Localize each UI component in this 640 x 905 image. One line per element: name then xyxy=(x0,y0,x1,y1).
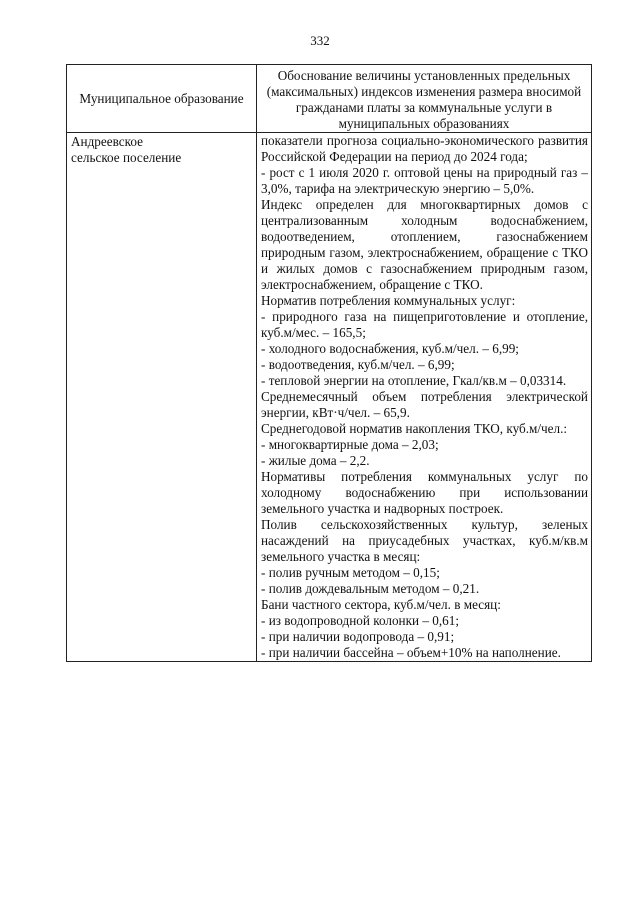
justification-paragraph: - при наличии водопровода – 0,91; xyxy=(261,629,455,644)
justification-paragraph: Нормативы потребления коммунальных услуг по холодному водоснабжению при использовании земельного участка и надворных построек. xyxy=(261,469,588,516)
justification-paragraph: - рост с 1 июля 2020 г. оптовой цены на природный газ – 3,0%, тарифа на электрическую энергию – 5,0%. xyxy=(261,165,588,196)
justification-paragraph: Среднегодовой норматив накопления ТКО, куб.м/чел.: xyxy=(261,421,568,436)
justification-paragraph: Полив сельскохозяйственных культур, зеленых насаждений на приусадебных участках, куб.м/кв.м земельного участка в месяц: xyxy=(261,517,588,564)
justification-paragraph: Индекс определен для многоквартирных домов с централизованным холодным водоснабжением, водоотведением, отоплением, газоснабжением природным газом, электроснабжением, обращение с ТКО и жилых домов с газоснабжением природным газом, электроснабжением, обращение с ТКО. xyxy=(261,197,588,292)
header-municipality xyxy=(67,65,257,133)
header-justification-text: Обоснование величины установленных предельных (максимальных) индексов изменения размера вносимой гражданами платы за коммунальные услуги в муниципальных образованиях xyxy=(266,68,582,131)
municipality-name-line2: сельское поселение xyxy=(71,150,182,165)
header-municipality-text: Муниципальное образование xyxy=(79,90,244,106)
justification-paragraph: - жилые дома – 2,2. xyxy=(261,453,370,468)
table-row xyxy=(67,133,592,662)
justification-paragraph: - из водопроводной колонки – 0,61; xyxy=(261,613,459,628)
justification-paragraph: - полив дождевальным методом – 0,21. xyxy=(261,581,480,596)
justification-paragraph: - природного газа на пищеприготовление и отопление, куб.м/мес. – 165,5; xyxy=(261,309,588,340)
justification-cell xyxy=(257,133,592,662)
justification-paragraph: - многоквартирные дома – 2,03; xyxy=(261,437,439,452)
page-number: 332 xyxy=(310,33,330,48)
justification-paragraph: - при наличии бассейна – объем+10% на наполнение. xyxy=(261,645,561,660)
justification-paragraph: - тепловой энергии на отопление, Гкал/кв.м – 0,03314. xyxy=(261,373,567,388)
justification-paragraph: - полив ручным методом – 0,15; xyxy=(261,565,440,580)
table-header-row xyxy=(67,65,592,133)
justification-paragraph: Норматив потребления коммунальных услуг: xyxy=(261,293,516,308)
justification-paragraph: Среднемесячный объем потребления электрической энергии, кВт·ч/чел. – 65,9. xyxy=(261,389,588,420)
tariff-table xyxy=(66,64,592,662)
justification-paragraph: - водоотведения, куб.м/чел. – 6,99; xyxy=(261,357,455,372)
municipality-cell xyxy=(67,133,257,662)
justification-paragraph: показатели прогноза социально-экономического развития Российской Федерации на период до 2024 года; xyxy=(261,133,588,164)
header-justification xyxy=(257,65,592,133)
justification-paragraph: Бани частного сектора, куб.м/чел. в месяц: xyxy=(261,597,501,612)
justification-paragraph: - холодного водоснабжения, куб.м/чел. – 6,99; xyxy=(261,341,519,356)
municipality-name-line1: Андреевское xyxy=(71,134,143,149)
